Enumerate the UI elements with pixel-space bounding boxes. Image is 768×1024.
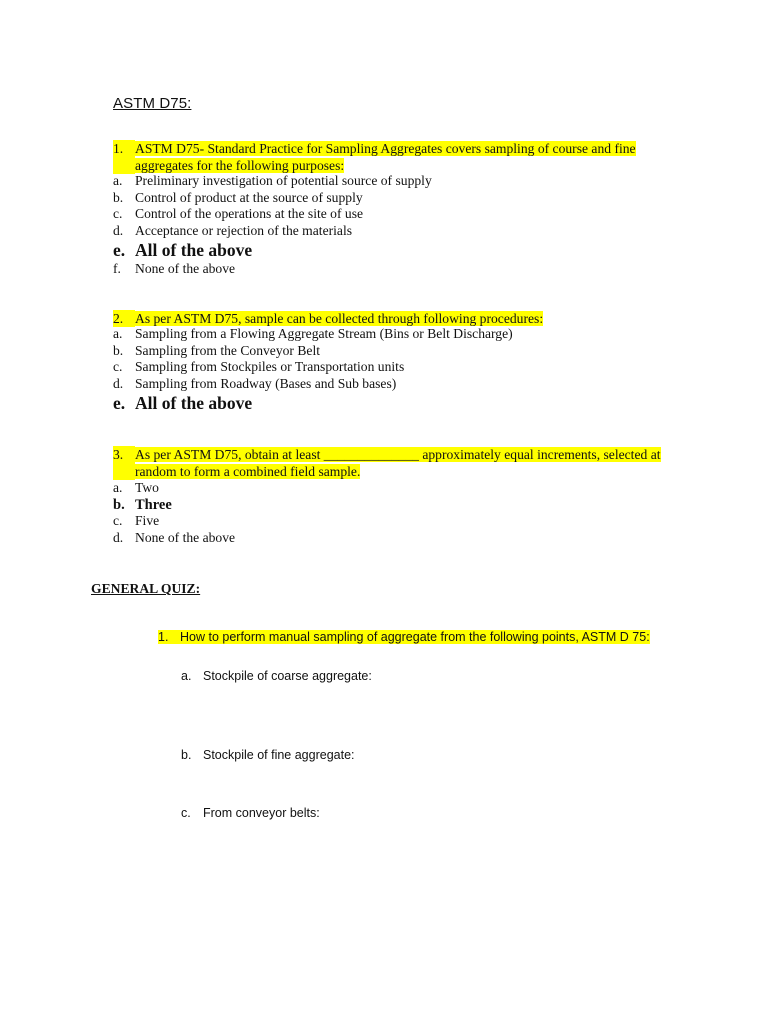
option-a bbox=[113, 326, 683, 343]
question-text: How to perform manual sampling of aggregate from the following points, ASTM D 75: bbox=[180, 630, 650, 644]
option-e-answer bbox=[113, 392, 683, 414]
general-quiz-sub-b bbox=[181, 747, 355, 763]
question-text-line1: ASTM D75- Standard Practice for Sampling Aggregates covers sampling of course and fine bbox=[135, 141, 636, 156]
question-1 bbox=[113, 140, 683, 174]
question-text-line1: As per ASTM D75, sample can be collected through following procedures: bbox=[135, 311, 544, 326]
option-letter: a. bbox=[113, 326, 123, 341]
option-text: Five bbox=[135, 513, 160, 528]
option-letter: e. bbox=[113, 393, 126, 413]
question-text-line2: aggregates for the following purposes: bbox=[135, 158, 345, 173]
question-number: 1. bbox=[113, 140, 135, 174]
option-letter: e. bbox=[113, 240, 126, 260]
question-3-options bbox=[113, 480, 683, 546]
general-quiz-sub-a bbox=[181, 668, 372, 684]
sub-letter: b. bbox=[181, 748, 192, 762]
option-letter: b. bbox=[113, 189, 124, 205]
sub-text: From conveyor belts: bbox=[203, 806, 320, 820]
general-quiz-question-1 bbox=[158, 629, 650, 645]
option-f bbox=[113, 261, 683, 278]
option-text: Three bbox=[135, 496, 172, 513]
question-2 bbox=[113, 310, 683, 327]
option-text: Acceptance or rejection of the materials bbox=[135, 222, 353, 238]
option-text: Control of the operations at the site of use bbox=[135, 206, 364, 221]
option-letter: d. bbox=[113, 529, 124, 545]
option-d bbox=[113, 530, 683, 547]
option-text: None of the above bbox=[135, 529, 236, 545]
question-1-options bbox=[113, 173, 683, 278]
option-text: Sampling from a Flowing Aggregate Stream (Bins or Belt Discharge) bbox=[135, 326, 513, 341]
option-b bbox=[113, 190, 683, 207]
question-2-options bbox=[113, 326, 683, 414]
option-text: Sampling from Roadway (Bases and Sub bases) bbox=[135, 375, 397, 391]
option-letter: d. bbox=[113, 222, 124, 238]
option-letter: b. bbox=[113, 342, 124, 358]
question-3 bbox=[113, 446, 683, 480]
question-text-line2: random to form a combined field sample. bbox=[135, 464, 361, 479]
option-text: Sampling from the Conveyor Belt bbox=[135, 342, 321, 358]
option-letter: f. bbox=[113, 261, 121, 276]
option-letter: a. bbox=[113, 173, 123, 188]
option-letter: c. bbox=[113, 513, 123, 528]
option-letter: c. bbox=[113, 206, 123, 221]
option-letter: c. bbox=[113, 359, 123, 374]
option-d bbox=[113, 376, 683, 393]
option-c bbox=[113, 513, 683, 530]
sub-letter: a. bbox=[181, 669, 192, 683]
option-text: None of the above bbox=[135, 261, 236, 276]
option-text: All of the above bbox=[135, 393, 253, 413]
option-b bbox=[113, 343, 683, 360]
page-title: ASTM D75: bbox=[113, 95, 192, 112]
question-text-line1: As per ASTM D75, obtain at least ______________ approximately equal increments, selected at bbox=[135, 447, 661, 462]
option-c bbox=[113, 359, 683, 376]
question-number: 3. bbox=[113, 446, 135, 480]
general-quiz-sub-c bbox=[181, 805, 320, 821]
option-letter: b. bbox=[113, 496, 125, 513]
option-a bbox=[113, 173, 683, 190]
option-e-answer bbox=[113, 239, 683, 261]
question-number: 2. bbox=[113, 310, 135, 327]
option-letter: d. bbox=[113, 375, 124, 391]
option-text: Two bbox=[135, 480, 159, 495]
option-a bbox=[113, 480, 683, 497]
sub-letter: c. bbox=[181, 806, 191, 820]
question-number: 1. bbox=[158, 630, 169, 644]
sub-text: Stockpile of fine aggregate: bbox=[203, 748, 355, 762]
option-text: Sampling from Stockpiles or Transportation units bbox=[135, 359, 405, 374]
option-c bbox=[113, 206, 683, 223]
option-d bbox=[113, 223, 683, 240]
option-text: Control of product at the source of supply bbox=[135, 189, 363, 205]
general-quiz-heading: GENERAL QUIZ: bbox=[91, 581, 201, 596]
option-b-answer bbox=[113, 497, 683, 514]
option-letter: a. bbox=[113, 480, 123, 495]
sub-text: Stockpile of coarse aggregate: bbox=[203, 669, 372, 683]
option-text: All of the above bbox=[135, 240, 253, 260]
option-text: Preliminary investigation of potential source of supply bbox=[135, 173, 432, 188]
